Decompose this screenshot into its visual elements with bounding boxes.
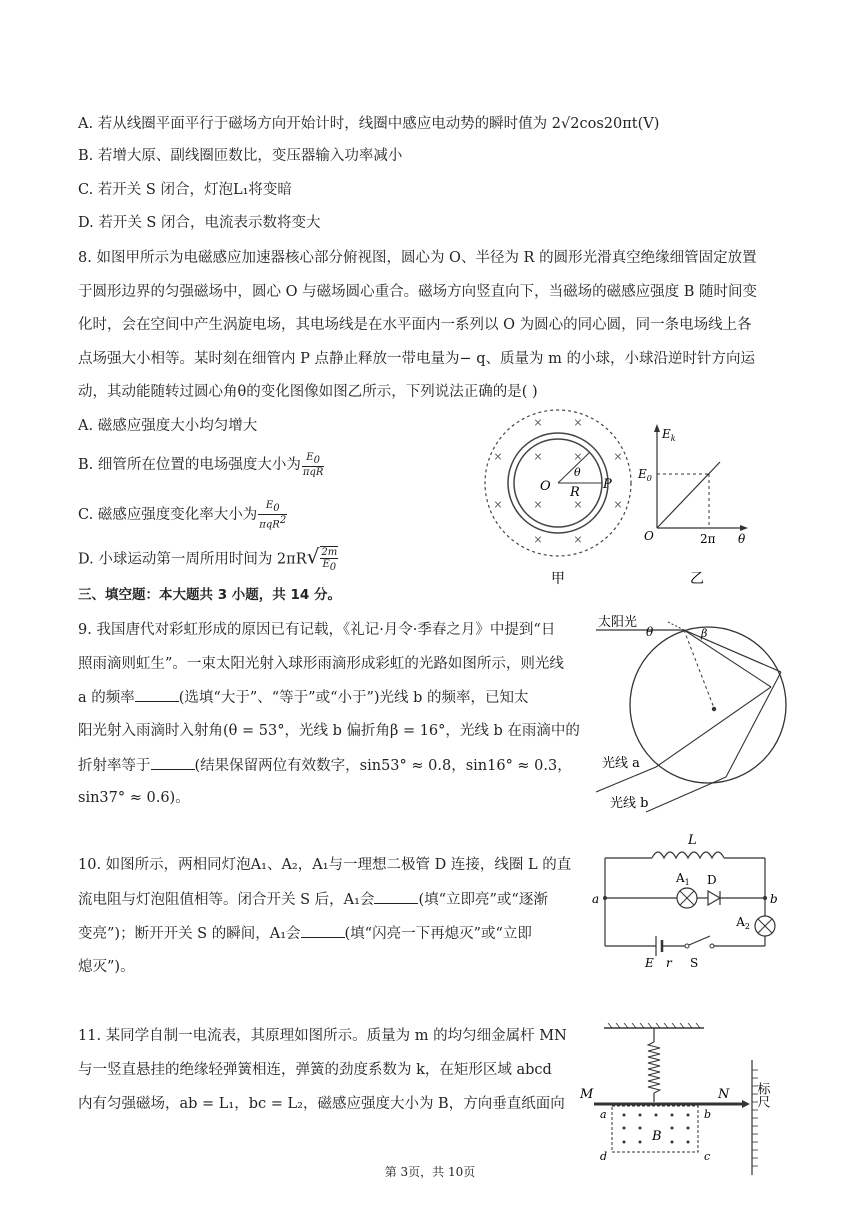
svg-text:2π: 2π: [700, 532, 716, 546]
svg-text:d: d: [600, 1150, 608, 1163]
svg-text:E: E: [645, 956, 654, 970]
q10-line3: 变亮”)；断开开关 S 的瞬间，A₁会 (填“闪亮一下再熄灭”或“立即: [78, 923, 532, 944]
caption-yi: 乙: [690, 571, 704, 587]
q10-line4: 熄灭”)。: [78, 959, 135, 975]
q9-line6: sin37° ≈ 0.6)。: [78, 790, 190, 806]
svg-text:×: ×: [533, 533, 543, 546]
q11-line2: 与一竖直悬挂的绝缘轻弹簧相连，弹簧的劲度系数为 k，在矩形区域 abcd: [78, 1062, 552, 1078]
svg-text:θ: θ: [738, 532, 746, 546]
label-P: P: [603, 477, 612, 492]
q9-line5: 折射率等于 (结果保留两位有效数字，sin53° ≈ 0.8，sin16° ≈ 0.3，: [78, 755, 572, 776]
q10-blank-1[interactable]: [374, 889, 418, 904]
svg-text:a: a: [592, 892, 600, 906]
q10-line2: 流电阻与灯泡阻值相等。闭合开关 S 后，A₁会 (填“立即亮”或“逐渐: [78, 889, 548, 910]
label-ray-a: 光线 a: [602, 756, 640, 771]
label-sunlight: 太阳光: [598, 615, 638, 630]
svg-text:×: ×: [573, 416, 583, 429]
figure-circuit: [590, 828, 790, 970]
q8-option-a: A. 磁感应强度大小均匀增大: [78, 418, 258, 434]
figure-raindrop: [596, 612, 796, 817]
svg-text:b: b: [704, 1108, 712, 1121]
q9-line2: 照雨滴则虹生”。一束太阳光射入球形雨滴形成彩虹的光路如图所示，则光线: [78, 656, 564, 672]
q8-option-c: C. 磁感应强度变化率大小为 $\frac{E_0}{\pi qR^2}$: [78, 500, 287, 531]
svg-text:r: r: [666, 956, 672, 970]
svg-text:a: a: [600, 1108, 607, 1121]
label-theta: θ: [574, 466, 581, 479]
svg-text:c: c: [704, 1150, 711, 1163]
svg-text:×: ×: [573, 498, 583, 511]
q9-line4: 阳光射入雨滴时入射角(θ = 53°，光线 b 偏折角β = 16°，光线 b 在雨滴中的: [78, 723, 580, 739]
section-3-heading: 三、填空题：本大题共 3 小题，共 14 分。: [78, 587, 341, 603]
q8-option-d: D. 小球运动第一周所用时间为 2πR√ $\frac{2m}{E_0}$: [78, 544, 338, 573]
svg-text:E0: $E_0$: [638, 467, 652, 483]
svg-text:Ek: $E_k$: [662, 427, 676, 443]
q9-line1: 9. 我国唐代对彩虹形成的原因已有记载，《礼记·月令·季春之月》中提到“日: [78, 622, 556, 638]
caption-jia: 甲: [551, 571, 565, 587]
label-R: R: [570, 485, 580, 500]
svg-text:×: ×: [613, 450, 623, 463]
svg-text:×: ×: [493, 450, 503, 463]
svg-text:A2: $A_2$: [736, 915, 750, 931]
page-footer: 第 3页，共 10页: [384, 1165, 476, 1179]
label-scale: 标尺: [754, 1082, 770, 1108]
q10-line1: 10. 如图所示，两相同灯泡A₁、A₂，A₁与一理想二极管 D 连接，线圈 L 的直: [78, 857, 572, 873]
q8-stem-line4: 点场强大小相等。某时刻在细管内 P 点静止释放一带电量为− q、质量为 m 的小球，小球沿逆时针方向运: [78, 351, 755, 367]
svg-text:×: ×: [613, 498, 623, 511]
figure-yi: [632, 418, 772, 608]
label-O: O: [540, 479, 551, 494]
q10-blank-2[interactable]: [301, 923, 345, 938]
svg-text:×: ×: [573, 533, 583, 546]
svg-text:×: ×: [533, 416, 543, 429]
svg-text:N: N: [718, 1087, 730, 1102]
svg-text:b: b: [770, 892, 778, 906]
q8-stem-line2: 于圆形边界的匀强磁场中，圆心 O 与磁场圆心重合。磁场方向竖直向下，当磁场的磁感应强度 B 随时间变: [78, 284, 757, 300]
svg-text:O: O: [644, 529, 654, 543]
figure-jia: [478, 408, 638, 608]
q9-blank-2[interactable]: [151, 755, 195, 770]
svg-text:L: L: [688, 833, 697, 848]
svg-text:θ: θ: [646, 625, 654, 639]
q8-stem-line3: 化时，会在空间中产生涡旋电场，其电场线是在水平面内一系列以 O 为圆心的同心圆，同一条电场线上各: [78, 317, 752, 333]
q7-option-d: D. 若开关 S 闭合，电流表示数将变大: [78, 215, 321, 231]
q8-option-b: B. 细管所在位置的电场强度大小为 $\frac{E_0}{\text{πqR}}$: [78, 452, 324, 478]
svg-text:D: D: [707, 873, 717, 887]
label-ray-b: 光线 b: [610, 796, 649, 811]
q8-stem-line5: 动，其动能随转过圆心角θ的变化图像如图乙所示，下列说法正确的是( ): [78, 384, 538, 400]
q7-option-b: B. 若增大原、副线圈匝数比，变压器输入功率减小: [78, 148, 403, 164]
q11-line1: 11. 某同学自制一电流表，其原理如图所示。质量为 m 的均匀细金属杆 MN: [78, 1028, 567, 1044]
q7-option-a: A. 若从线圈平面平行于磁场方向开始计时，线圈中感应电动势的瞬时值为 2√2cos20πt(V): [78, 116, 660, 132]
q7-option-c: C. 若开关 S 闭合，灯泡L₁将变暗: [78, 182, 292, 198]
svg-text:S: S: [690, 956, 699, 970]
svg-text:×: ×: [533, 498, 543, 511]
q9-blank-1[interactable]: [135, 687, 179, 702]
q8-stem-line1: 8. 如图甲所示为电磁感应加速器核心部分俯视图，圆心为 O、半径为 R 的圆形光滑真空绝缘细管固定放置: [78, 250, 757, 266]
svg-text:×: ×: [573, 450, 583, 463]
svg-text:×: ×: [533, 450, 543, 463]
svg-text:M: M: [580, 1087, 594, 1102]
q11-line3: 内有匀强磁场，ab = L₁，bc = L₂，磁感应强度大小为 B，方向垂直纸面向: [78, 1096, 565, 1112]
figure-spring-rod: [578, 1020, 788, 1180]
q9-line3: a 的频率 (选填“大于”、“等于”或“小于”)光线 b 的频率，已知太: [78, 687, 529, 708]
svg-text:A1: $A_1$: [676, 871, 690, 887]
svg-text:β: β: [701, 627, 708, 640]
svg-text:B: B: [652, 1129, 662, 1144]
svg-text:×: ×: [493, 498, 503, 511]
